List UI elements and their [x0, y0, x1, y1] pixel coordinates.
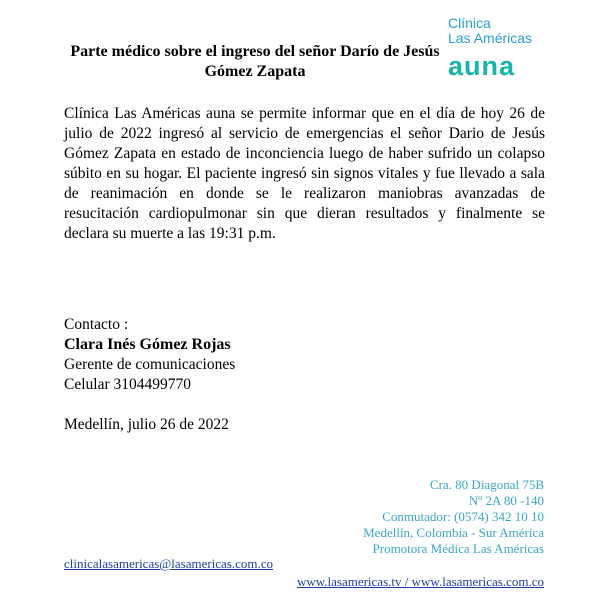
place-date: Medellín, julio 26 de 2022 [64, 416, 229, 433]
contact-role: Gerente de comunicaciones [64, 356, 236, 373]
website-link-com-co[interactable]: www.lasamericas.com.co [411, 574, 544, 589]
email-link[interactable]: clinicalasamericas@lasamericas.com.co [64, 556, 274, 571]
web-link-separator: / [401, 574, 412, 589]
clinic-logo [448, 16, 558, 86]
address-block [284, 477, 544, 557]
medical-report-body: Clínica Las Américas auna se permite informar que en el día de hoy 26 de julio de 2022 ingresó al servicio de emergencias el señor Dario de Jesús Gómez Zapata en estado de inconciencia luego de haber sufrido un colapso súbito en su hogar. El paciente ingresó sin signos vitales y fue llevado a sala de reanimación en donde se le realizaron maniobras avanzadas de resucitación cardiopulmonar sin que dieran resultados y finalmente se declara su muerte a las 19:31 p.m. [64, 105, 545, 242]
address-line-city: Medellín, Colombia - Sur América [363, 525, 544, 540]
contact-phone: Celular 3104499770 [64, 376, 191, 393]
address-line-number: Nº 2A 80 -140 [468, 493, 544, 508]
address-line-organization: Promotora Médica Las Américas [372, 541, 544, 556]
logo-line-las-americas: Las Américas [448, 30, 533, 46]
contact-name: Clara Inés Gómez Rojas [64, 336, 231, 353]
contact-label: Contacto : [64, 316, 129, 333]
web-links [297, 574, 544, 590]
document-title: Parte médico sobre el ingreso del señor Darío de Jesús Gómez Zapata [70, 43, 440, 80]
logo-line-clinica: Clínica [448, 15, 491, 31]
logo-brand-auna: auna [448, 51, 516, 81]
address-line-phone: Conmutador: (0574) 342 10 10 [382, 509, 544, 524]
website-link-tv[interactable]: www.lasamericas.tv [296, 574, 402, 589]
address-line-street: Cra. 80 Diagonal 75B [429, 477, 544, 492]
contact-block [64, 315, 444, 395]
